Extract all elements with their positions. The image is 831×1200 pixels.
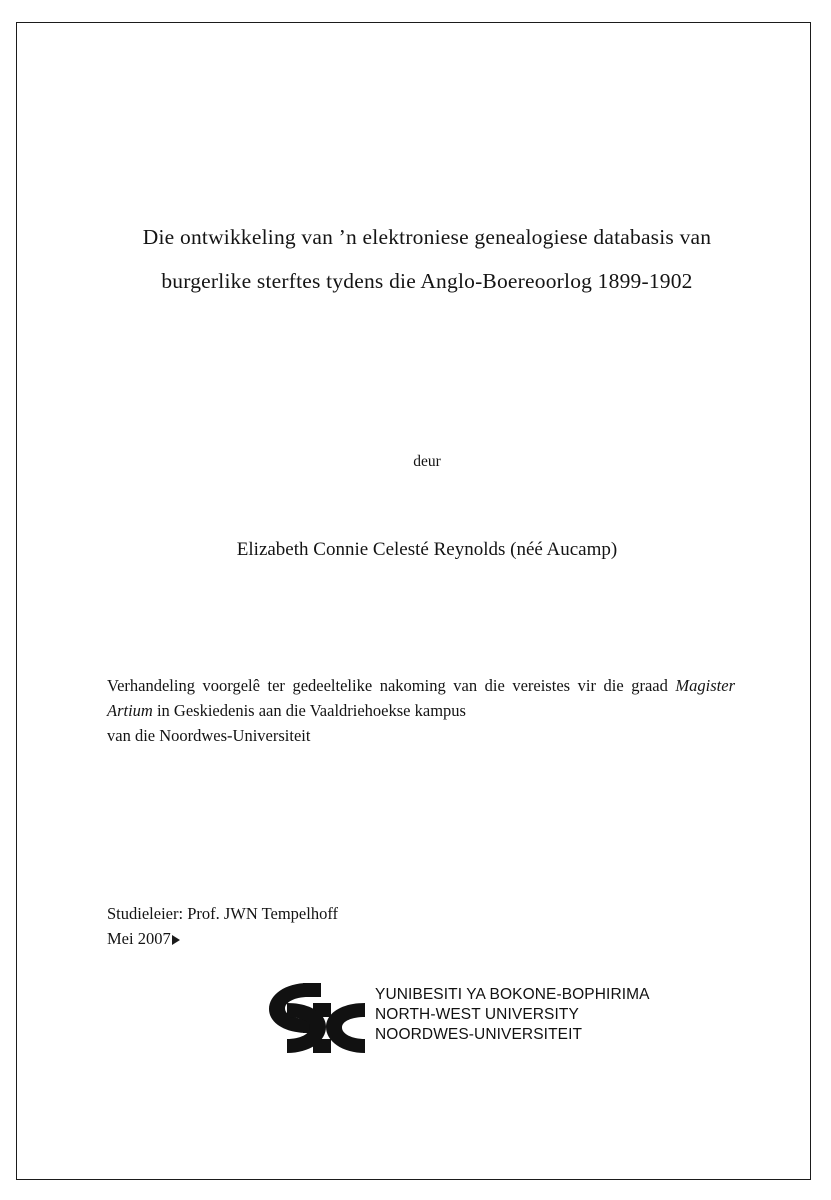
logo-line-3: NOORDWES-UNIVERSITEIT [375, 1026, 583, 1043]
degree-name: Magister Artium [107, 676, 735, 720]
page-title [107, 215, 747, 303]
university-logo [263, 981, 683, 1061]
supervisor-line: Studieleier: Prof. JWN Tempelhoff [107, 904, 339, 923]
logo-line-1: YUNIBESITI YA BOKONE-BOPHIRIMA [375, 986, 650, 1003]
statement-part-2: in Geskiedenis aan die Vaaldriehoekse kampus [152, 701, 466, 720]
ink-mark-icon [172, 935, 180, 945]
logo-text [375, 985, 650, 1045]
nwu-mark-icon [263, 981, 371, 1055]
byline-label: deur [413, 453, 441, 470]
date-line [107, 926, 747, 951]
degree-statement [107, 673, 735, 748]
supervisor-and-date [107, 901, 747, 951]
logo-line-2: NORTH-WEST UNIVERSITY [375, 1006, 579, 1023]
date-text: Mei 2007 [107, 929, 171, 948]
degree-statement-paragraph [107, 673, 735, 723]
author-name: Elizabeth Connie Celesté Reynolds (néé Aucamp) [236, 539, 618, 560]
page-border [16, 22, 811, 1180]
statement-line-3: van die Noordwes-Universiteit [107, 726, 311, 745]
title-line-2: burgerlike sterftes tydens die Anglo-Boereoorlog 1899-1902 [161, 269, 693, 293]
statement-part-1: Verhandeling voorgelê ter gedeeltelike nakoming van die vereistes vir die graad [107, 676, 676, 695]
title-line-1: Die ontwikkeling van ’n elektroniese genealogiese databasis van [142, 225, 712, 249]
title-page-content [107, 23, 747, 1181]
